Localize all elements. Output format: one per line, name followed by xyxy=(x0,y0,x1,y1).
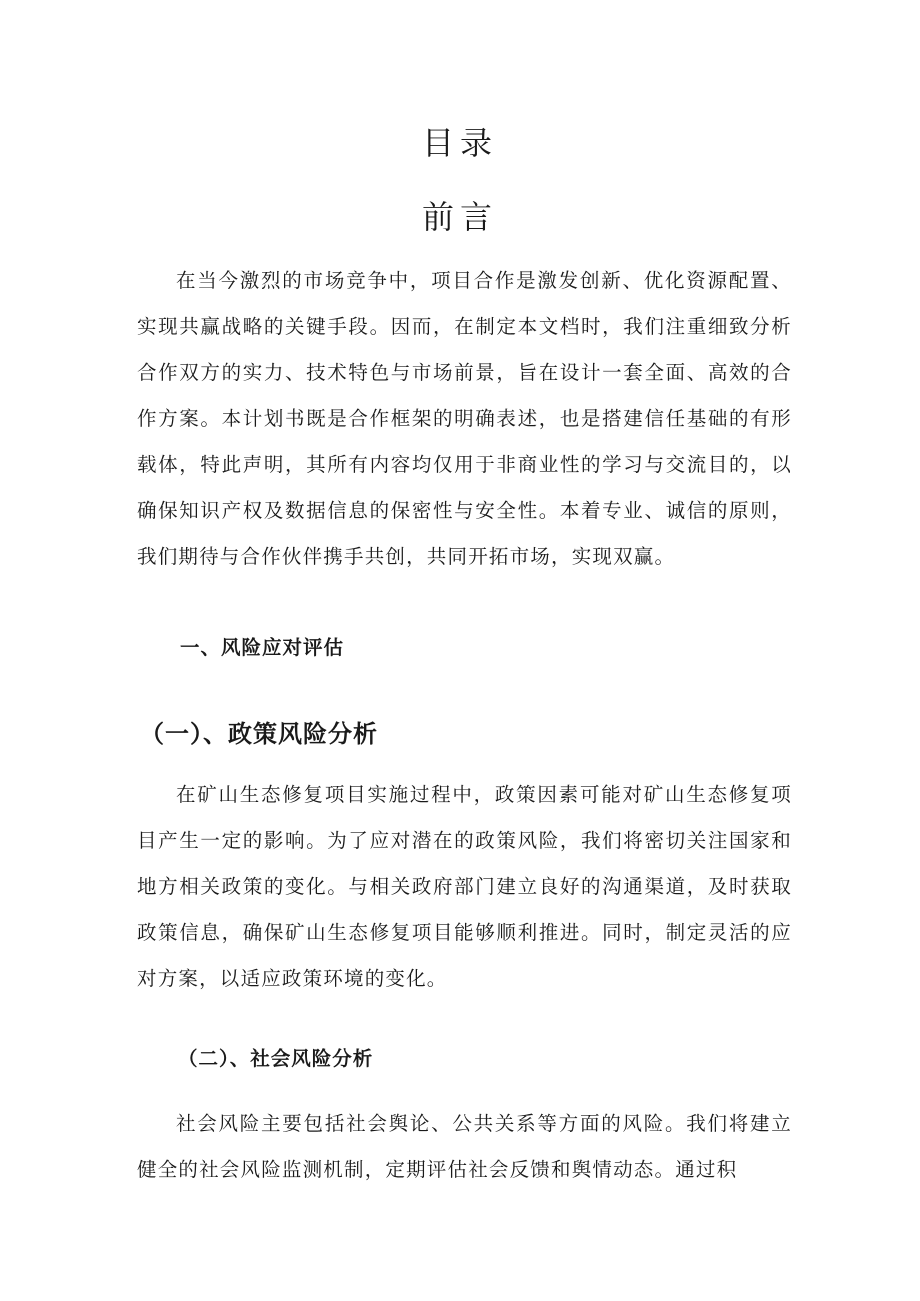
toc-title: 目录 xyxy=(421,124,498,162)
subsection-heading-social-risk: （二）、社会风险分析 xyxy=(178,1047,374,1070)
social-risk-paragraph: 社会风险主要包括社会舆论、公共关系等方面的风险。我们将建立健全的社会风险监测机制，定期评估社会反馈和舆情动态。通过积 xyxy=(137,1112,792,1181)
preface-title: 前言 xyxy=(421,198,498,236)
section-heading-risk-assessment: 一、风险应对评估 xyxy=(180,636,345,659)
policy-risk-paragraph: 在矿山生态修复项目实施过程中，政策因素可能对矿山生态修复项目产生一定的影响。为了应对潜在的政策风险，我们将密切关注国家和地方相关政策的变化。与相关政府部门建立良好的沟通渠道，及时获取政策信息，确保矿山生态修复项目能够顺利推进。同时，制定灵活的应对方案，以适应政策环境的变化。 xyxy=(137,783,792,990)
preface-paragraph: 在当今激烈的市场竞争中，项目合作是激发创新、优化资源配置、实现共赢战略的关键手段。因而，在制定本文档时，我们注重细致分析合作双方的实力、技术特色与市场前景，旨在设计一套全面、高效的合作方案。本计划书既是合作框架的明确表述，也是搭建信任基础的有形载体，特此声明，其所有内容均仅用于非商业性的学习与交流目的，以确保知识产权及数据信息的保密性与安全性。本着专业、诚信的原则，我们期待与合作伙伴携手共创，共同开拓市场，实现双赢。 xyxy=(137,269,792,568)
subsection-heading-policy-risk: （一）、政策风险分析 xyxy=(140,719,378,748)
